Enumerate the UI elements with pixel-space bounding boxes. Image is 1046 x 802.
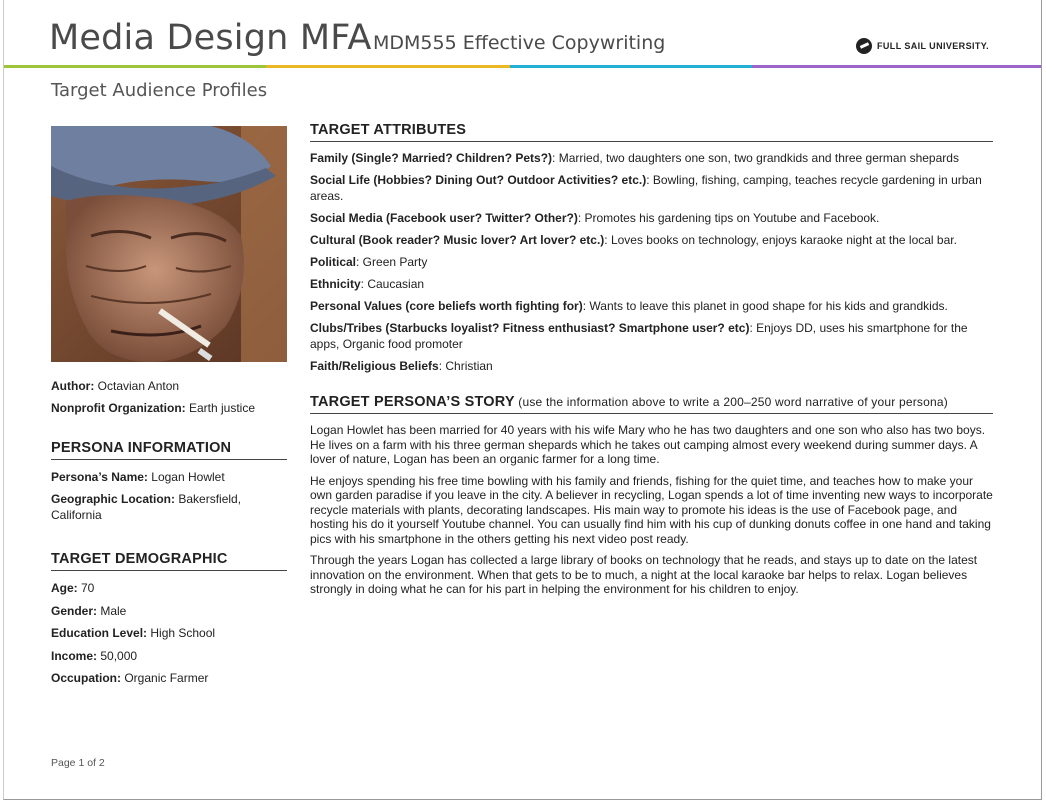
color-bar-purple — [752, 65, 1041, 68]
page-number: Page 1 of 2 — [51, 757, 105, 769]
page-subtitle: Target Audience Profiles — [51, 80, 268, 101]
story-paragraph: He enjoys spending his free time bowling with his family and friends, fishing for the quiet time, and teaches how to make your own garden paradise if you leave in the city. A believer in recycling, Logan spends a lot of time inventing new ways to incorporate recycle materials with plants, decorating landscapes. His main way to promote his ideas is the use of Facebook page, and hosting his do it yourself Youtube channel. You can usually find him with his cup of dunking donuts coffee in one hand and taking pics with his smartphone in the others getting his next video post ready. — [310, 473, 993, 546]
author-field: Author: Octavian Anton — [51, 379, 180, 393]
attr-social-life: Social Life (Hobbies? Dining Out? Outdoor Activities? etc.): Bowling, fishing, camping, teaches recycle gardening in urban areas. — [310, 173, 982, 203]
right-column — [310, 122, 993, 604]
income-field: Income: 50,000 — [51, 648, 138, 663]
demographic-heading: TARGET DEMOGRAPHIC — [51, 551, 287, 571]
story-heading: TARGET PERSONA’S STORY (use the information above to write a 200–250 word narrative of your persona) — [310, 394, 993, 414]
attr-family: Family (Single? Married? Children? Pets?): Married, two daughters one son, two grandkids and three german shepards — [310, 151, 959, 165]
left-column — [51, 378, 287, 692]
color-bar-green — [4, 65, 266, 68]
attr-social-media: Social Media (Facebook user? Twitter? Other?): Promotes his gardening tips on Youtube and Facebook. — [310, 211, 880, 225]
color-bar-yellow — [266, 65, 510, 68]
program-title: Media Design MFA — [49, 18, 372, 58]
persona-name-field: Persona’s Name: Logan Howlet — [51, 470, 225, 484]
attr-political: Political: Green Party — [310, 255, 428, 269]
education-field: Education Level: High School — [51, 626, 216, 640]
org-field: Nonprofit Organization: Earth justice — [51, 401, 256, 415]
persona-heading: PERSONA INFORMATION — [51, 440, 287, 460]
attr-clubs: Clubs/Tribes (Starbucks loyalist? Fitness enthusiast? Smartphone user? etc): Enjoys DD, uses his smartphone for the apps, Organic food promoter — [310, 321, 968, 351]
attr-faith: Faith/Religious Beliefs: Christian — [310, 359, 493, 373]
color-bar-blue — [510, 65, 752, 68]
attr-personal-values: Personal Values (core beliefs worth fighting for): Wants to leave this planet in good shape for his kids and grandkids. — [310, 299, 948, 313]
full-sail-logo-icon — [856, 38, 872, 54]
story-note: (use the information above to write a 200–250 word narrative of your persona) — [514, 395, 948, 409]
story-paragraph: Through the years Logan has collected a large library of books on technology that he reads, and stays up to date on the latest innovation on the environment. When that gets to be to much, a night at the local karaoke bar helps to relax. Logan believes strongly in doing what he can for his part in helping the environment for his children to enjoy. — [310, 553, 978, 596]
persona-photo — [51, 126, 287, 362]
attr-cultural: Cultural (Book reader? Music lover? Art lover? etc.): Loves books on technology, enjoys karaoke night at the local bar. — [310, 233, 957, 247]
attributes-heading: TARGET ATTRIBUTES — [310, 122, 993, 142]
persona-photo-icon — [51, 126, 287, 362]
age-field: Age: 70 — [51, 581, 95, 595]
course-title: MDM555 Effective Copywriting — [373, 32, 666, 54]
location-field: Geographic Location: Bakersfield, California — [51, 492, 242, 522]
story-body — [310, 423, 993, 597]
logo-text: FULL SAIL UNIVERSITY. — [877, 41, 990, 51]
story-paragraph: Logan Howlet has been married for 40 years with his wife Mary who he has two daughters and one son who also has two boys. He lives on a farm with his three german shepards which he takes out camping almost every weekend during summer days. A lover of nature, Logan has been an organic farmer for a long time. — [310, 423, 986, 466]
attr-ethnicity: Ethnicity: Caucasian — [310, 277, 425, 291]
occupation-field: Occupation: Organic Farmer — [51, 671, 209, 685]
gender-field: Gender: Male — [51, 603, 127, 618]
university-logo — [856, 38, 989, 54]
